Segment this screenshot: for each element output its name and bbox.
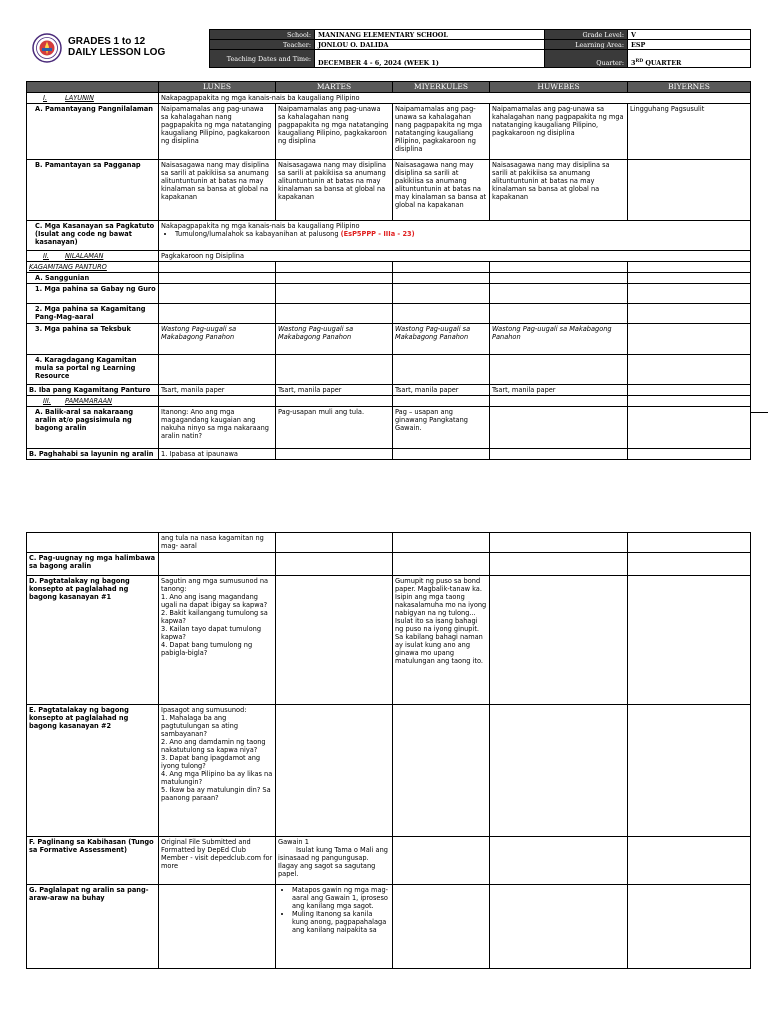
- quarter-suffix: RD: [635, 58, 644, 64]
- paglalapat-bullet: • Matapos gawin ng mga mag-aaral ang Gawain 1, iproseso ang kanilang mga sagot.: [292, 886, 390, 910]
- kagamitang-miyerkules: [393, 304, 490, 324]
- nilalaman-row: [27, 251, 751, 262]
- teacher-value: JONLOU O. DALIDA: [315, 40, 545, 50]
- teksbuk-label: 3. Mga pahina sa Teksbuk: [27, 324, 159, 355]
- paglalapat-list: [278, 886, 390, 934]
- continuation-row: [27, 533, 751, 553]
- paghahabi-huwebes: [490, 449, 628, 460]
- learning-resource-label: 4. Karagdagang Kagamitan mula sa portal ng Learning Resource: [27, 355, 159, 385]
- pagganap-huwebes: Naisasagawa nang may disiplina sa sarili at pakikiisa sa anumang alituntuntunin at batas na may kinalaman sa bansa at global na kapakanan: [490, 160, 628, 221]
- pagganap-miyerkules: Naisasagawa nang may disiplina sa sarili at pakikiisa sa anumang alituntuntunin at batas na may kinalaman sa bansa at global na kapakanan: [393, 160, 490, 221]
- pagtatalakay-2-intro: Ipasagot ang sumusunod:: [161, 706, 247, 714]
- pagganap-lunes: Naisasagawa nang may disiplina sa sarili at pakikiisa sa anumang alituntuntunin at batas na may kinalaman sa bansa at global na kapakanan: [159, 160, 276, 221]
- lesson-log-header: [26, 29, 750, 73]
- grade-level-label: Grade Level:: [545, 30, 628, 40]
- lesson-table-page-one: [26, 81, 751, 460]
- kasanayan-code: (EsP5PPP - IIIa - 23): [340, 230, 415, 238]
- pag-uugnay-miyerkules: [393, 553, 490, 576]
- paghahabi-biyernes: [628, 449, 751, 460]
- iba-lunes: Tsart, manila paper: [159, 385, 276, 396]
- gawain-title: Gawain 1: [278, 838, 309, 846]
- balik-aral-lunes: Itanong: Ano ang mga magagandang kaugaian ang nakuha ninyo sa mga nakaraang aralin natin?: [159, 407, 276, 449]
- layunin-number: I.: [43, 94, 48, 102]
- paglinang-lunes: Original File Submitted and Formatted by DepEd Club Member - visit depedclub.com for more: [159, 837, 276, 885]
- kasanayan-bullet: [175, 230, 748, 238]
- balik-aral-label: A. Balik-aral sa nakaraang aralin at/o pagsisimula ng bagong aralin: [27, 407, 159, 449]
- kagamitang-lunes: [159, 304, 276, 324]
- pagtatalakay-2-huwebes: [490, 705, 628, 837]
- kagamitang-row: [27, 304, 751, 324]
- paglinang-biyernes: [628, 837, 751, 885]
- corner-cell: [27, 82, 159, 93]
- learning-resource-huwebes: [490, 355, 628, 385]
- nilalaman-title: NILALAMAN: [65, 252, 104, 260]
- pagganap-label: B. Pamantayan sa Pagganap: [27, 160, 159, 221]
- layunin-row: [27, 93, 751, 104]
- gabay-row: [27, 284, 751, 304]
- sanggunian-huwebes: [490, 273, 628, 284]
- pagtatalakay-2-label: E. Pagtatalakay ng bagong konsepto at paglalahad ng bagong kasanayan #2: [27, 705, 159, 837]
- gabay-miyerkules: [393, 284, 490, 304]
- pagtatalakay-1-item: 2. Bakit kailangang tumulong sa kapwa?: [161, 609, 268, 625]
- pag-uugnay-row: [27, 553, 751, 576]
- pagtatalakay-1-item: 3. Kailan tayo dapat tumulong kapwa?: [161, 625, 262, 641]
- continuation-miyerkules: [393, 533, 490, 553]
- sanggunian-lunes: [159, 273, 276, 284]
- pagtatalakay-1-label: D. Pagtatalakay ng bagong konsepto at paglalahad ng bagong kasanayan #1: [27, 576, 159, 705]
- kasanayan-label: C. Mga Kasanayan sa Pagkatuto (Isulat ang code ng bawat kasanayan): [27, 221, 159, 251]
- pamamaraan-label: [27, 396, 159, 407]
- continuation-label: [27, 533, 159, 553]
- learning-resource-biyernes: [628, 355, 751, 385]
- learning-area-value: ESP: [628, 40, 751, 50]
- sanggunian-miyerkules: [393, 273, 490, 284]
- day-header-biyernes: BIYERNES: [628, 82, 751, 93]
- continuation-huwebes: [490, 533, 628, 553]
- continuation-lunes: ang tula na nasa kagamitan ng mag- aaral: [159, 533, 276, 553]
- paglalapat-biyernes: [628, 885, 751, 969]
- continuation-biyernes: [628, 533, 751, 553]
- gabay-huwebes: [490, 284, 628, 304]
- pamamaraan-martes: [276, 396, 393, 407]
- document-title: [68, 36, 165, 58]
- paghahabi-lunes: 1. Ipabasa at ipaunawa: [159, 449, 276, 460]
- pamamaraan-row: [27, 396, 751, 407]
- paghahabi-label: B. Paghahabi sa layunin ng aralin: [27, 449, 159, 460]
- learning-resource-miyerkules: [393, 355, 490, 385]
- pagtatalakay-1-item: 1. Ano ang isang magandang ugali na dapat ibigay sa kapwa?: [161, 593, 268, 609]
- pamantayang-lunes: Naipamamalas ang pag-unawa sa kahalagahan nang pagpapakita ng mga natatanging kaugaliang Pilipino, pagkakaroon ng disiplina: [159, 104, 276, 160]
- balik-aral-miyerkules: Pag – usapan ang ginawang Pangkatang Gawain.: [393, 407, 490, 449]
- paglalapat-bullet: • Muling Itanong sa kanila kung anong, pagpapahalaga ang kanilang naipakita sa: [292, 910, 390, 934]
- header-info-table: [209, 29, 751, 68]
- kagamitang-biyernes: [628, 304, 751, 324]
- pagganap-row: [27, 160, 751, 221]
- paglalapat-lunes: [159, 885, 276, 969]
- learning-area-label: Learning Area:: [545, 40, 628, 50]
- paglinang-row: [27, 837, 751, 885]
- quarter-word: QUARTER: [643, 59, 682, 67]
- continuation-martes: [276, 533, 393, 553]
- pagtatalakay-2-item: 5. Ikaw ba ay matulungin din? Sa paanong paraan?: [161, 786, 271, 802]
- paglinang-label: F. Paglinang sa Kabihasan (Tungo sa Formative Assessment): [27, 837, 159, 885]
- pamantayang-label: A. Pamantayang Pangnilalaman: [27, 104, 159, 160]
- kagamitang-martes: [276, 304, 393, 324]
- pamantayang-huwebes: Naipamamalas ang pag-unawa sa kahalagahan nang pagpapakita ng mga natatanging kaugaliang Pilipino, pagkakaroon ng disiplina: [490, 104, 628, 160]
- paglinang-miyerkules: [393, 837, 490, 885]
- gabay-biyernes: [628, 284, 751, 304]
- pag-uugnay-huwebes: [490, 553, 628, 576]
- layunin-title: LAYUNIN: [65, 94, 94, 102]
- day-header-huwebes: HUWEBES: [490, 82, 628, 93]
- paglalapat-martes: [276, 885, 393, 969]
- teksbuk-biyernes: [628, 324, 751, 355]
- pagtatalakay-1-miyerkules: Gumupit ng puso sa bond paper. Magbalik-tanaw ka. Isipin ang mga taong nakasalamuha mo na iyong nabigyan na ng tulong... Isulat ito sa isang bahagi ng puso na iyong ginupit. Sa kabilang bahagi naman ay isulat kung ano ang ginawa mo upang matulungan ang taong ito.: [393, 576, 490, 705]
- pamamaraan-miyerkules: [393, 396, 490, 407]
- teksbuk-huwebes: Wastong Pag-uugali sa Makabagong Panahon: [490, 324, 628, 355]
- title-line-dll: DAILY LESSON LOG: [68, 47, 166, 58]
- dates-value: DECEMBER 4 - 6, 2024 (WEEK 1): [315, 50, 545, 68]
- nilalaman-label: [27, 251, 159, 262]
- nilalaman-number: II.: [43, 252, 49, 260]
- iba-label: B. Iba pang Kagamitang Panturo: [27, 385, 159, 396]
- kasanayan-list: [161, 230, 748, 238]
- balik-aral-row: [27, 407, 751, 449]
- pagtatalakay-2-biyernes: [628, 705, 751, 837]
- pagtatalakay-2-item: 4. Ang mga Pilipino ba ay likas na matulungin?: [161, 770, 273, 786]
- pagtatalakay-1-row: [27, 576, 751, 705]
- teksbuk-miyerkules: Wastong Pag-uugali sa Makabagong Panahon: [393, 324, 490, 355]
- iba-miyerkules: Tsart, manila paper: [393, 385, 490, 396]
- paghahabi-miyerkules: [393, 449, 490, 460]
- iba-row: [27, 385, 751, 396]
- teksbuk-martes: Wastong Pag-uugali sa Makabagong Panahon: [276, 324, 393, 355]
- school-label: School:: [210, 30, 315, 40]
- dates-label: Teaching Dates and Time:: [210, 50, 315, 68]
- pamamaraan-huwebes: [490, 396, 628, 407]
- pagtatalakay-2-lunes: [159, 705, 276, 837]
- pagtatalakay-2-miyerkules: [393, 705, 490, 837]
- rule-line: [750, 412, 768, 413]
- learning-resource-lunes: [159, 355, 276, 385]
- kasanayan-content: [159, 221, 751, 251]
- pagtatalakay-2-item: 2. Ano ang damdamin ng taong nakatutulong sa kapwa niya?: [161, 738, 266, 754]
- page-one: [26, 81, 750, 460]
- pagtatalakay-1-martes: [276, 576, 393, 705]
- layunin-label: [27, 93, 159, 104]
- pagganap-martes: Naisasagawa nang may disiplina sa sarili at pakikiisa sa anumang alituntuntunin at batas na may kinalaman sa bansa at global na kapakanan: [276, 160, 393, 221]
- pagtatalakay-2-row: [27, 705, 751, 837]
- nilalaman-text: Pagkakaroon ng Disiplina: [159, 251, 751, 262]
- sanggunian-label: A. Sanggunian: [27, 273, 159, 284]
- pamantayang-row: [27, 104, 751, 160]
- kagamitang-huwebes: [490, 304, 628, 324]
- title-line-grades: GRADES 1 to 12: [68, 36, 146, 47]
- pamamaraan-number: III.: [43, 397, 51, 405]
- learning-resource-row: [27, 355, 751, 385]
- day-header-lunes: LUNES: [159, 82, 276, 93]
- sanggunian-biyernes: [628, 273, 751, 284]
- kagamitang-label: 2. Mga pahina sa Kagamitang Pang-Mag-aaral: [27, 304, 159, 324]
- iba-martes: Tsart, manila paper: [276, 385, 393, 396]
- pag-uugnay-label: C. Pag-uugnay ng mga halimbawa sa bagong aralin: [27, 553, 159, 576]
- kasanayan-bullet-text: Tumulong/lumalahok sa kabayanihan at palusong: [175, 230, 339, 238]
- iba-huwebes: Tsart, manila paper: [490, 385, 628, 396]
- sanggunian-martes: [276, 273, 393, 284]
- pagganap-biyernes: [628, 160, 751, 221]
- paglinang-martes: [276, 837, 393, 885]
- quarter-label: Quarter:: [545, 50, 628, 68]
- pamantayang-biyernes: Lingguhang Pagsusulit: [628, 104, 751, 160]
- deped-seal-icon: [32, 33, 62, 63]
- teksbuk-lunes: Wastong Pag-uugali sa Makabagong Panahon: [159, 324, 276, 355]
- layunin-text: Nakapagpapakita ng mga kanais-nais ba kaugaliang Pilipino: [159, 93, 751, 104]
- pagtatalakay-1-biyernes: [628, 576, 751, 705]
- kasanayan-text: Nakapagpapakita ng mga kanais-nais ba kaugaliang Pilipino: [161, 222, 360, 230]
- pagtatalakay-2-martes: [276, 705, 393, 837]
- pagtatalakay-1-intro: Sagutin ang mga sumusunod na tanong:: [161, 577, 269, 593]
- pamamaraan-lunes: [159, 396, 276, 407]
- balik-aral-huwebes: [490, 407, 628, 449]
- pamantayang-martes: Naipamamalas ang pag-unawa sa kahalagahan nang pagpapakita ng mga natatanging kaugaliang Pilipino, pagkakaroon ng disiplina: [276, 104, 393, 160]
- pamamaraan-title: PAMAMARAAN: [64, 397, 113, 405]
- lesson-table-page-two: [26, 532, 751, 969]
- paglalapat-row: [27, 885, 751, 969]
- paghahabi-row: [27, 449, 751, 460]
- gabay-label: 1. Mga pahina sa Gabay ng Guro: [27, 284, 159, 304]
- kasanayan-row: [27, 221, 751, 251]
- quarter-value: [628, 50, 751, 68]
- pamamaraan-biyernes: [628, 396, 751, 407]
- paglinang-huwebes: [490, 837, 628, 885]
- pagtatalakay-2-item: 3. Dapat bang ipagdamot ang iyong tulong?: [161, 754, 261, 770]
- pamantayang-miyerkules: Naipamamalas ang pag-unawa sa kahalagahan nang pagpapakita ng mga natatanging kaugaliang Pilipino, pagkakaroon ng disiplina: [393, 104, 490, 160]
- pagtatalakay-1-lunes: [159, 576, 276, 705]
- paglalapat-miyerkules: [393, 885, 490, 969]
- gabay-lunes: [159, 284, 276, 304]
- teacher-label: Teacher:: [210, 40, 315, 50]
- kagamitan-biyernes: [628, 262, 751, 273]
- kagamitan-miyerkules: [393, 262, 490, 273]
- day-header-miyerkules: MIYERKULES: [393, 82, 490, 93]
- kagamitan-huwebes: [490, 262, 628, 273]
- pagtatalakay-1-item: 4. Dapat bang tumulong ng pabigla-bigla?: [161, 641, 253, 657]
- teksbuk-row: [27, 324, 751, 355]
- school-value: MANINANG ELEMENTARY SCHOOL: [315, 30, 545, 40]
- pagtatalakay-2-item: 1. Mahalaga ba ang pagtutulungan sa ating sambayanan?: [161, 714, 239, 738]
- iba-biyernes: [628, 385, 751, 396]
- gabay-martes: [276, 284, 393, 304]
- kagamitan-martes: [276, 262, 393, 273]
- page-two: [26, 532, 750, 969]
- pag-uugnay-biyernes: [628, 553, 751, 576]
- pag-uugnay-martes: [276, 553, 393, 576]
- pag-uugnay-lunes: [159, 553, 276, 576]
- paglalapat-huwebes: [490, 885, 628, 969]
- sanggunian-row: [27, 273, 751, 284]
- paghahabi-martes: [276, 449, 393, 460]
- grade-level-value: V: [628, 30, 751, 40]
- balik-aral-biyernes: [628, 407, 751, 449]
- kagamitan-lunes: [159, 262, 276, 273]
- gawain-instructions: Isulat kung Tama o Mali ang isinasaad ng pangungusap. Ilagay ang sagot sa sagutang papel.: [278, 846, 388, 878]
- day-header-martes: MARTES: [276, 82, 393, 93]
- learning-resource-martes: [276, 355, 393, 385]
- paglalapat-label: G. Paglalapat ng aralin sa pang-araw-araw na buhay: [27, 885, 159, 969]
- pagtatalakay-1-huwebes: [490, 576, 628, 705]
- quarter-number: 3: [631, 59, 636, 67]
- kagamitan-label: KAGAMITANG PANTURO: [27, 262, 159, 273]
- balik-aral-martes: Pag-usapan muli ang tula.: [276, 407, 393, 449]
- kagamitan-row: [27, 262, 751, 273]
